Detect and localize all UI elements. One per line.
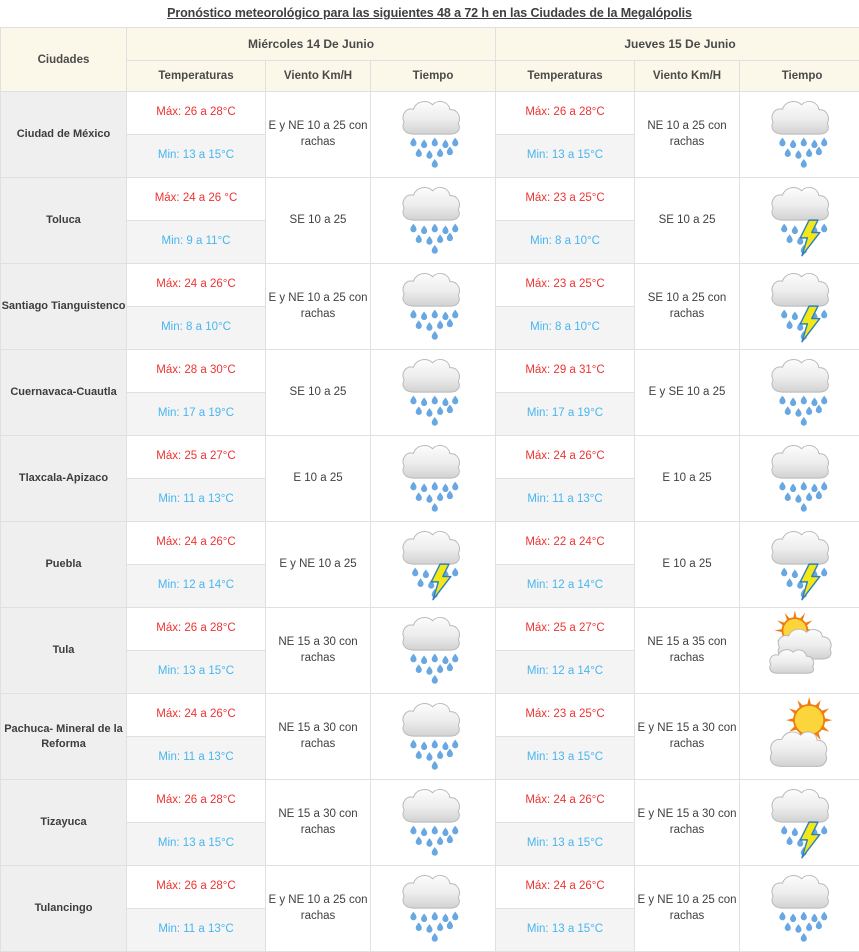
- thunderstorm-icon: [761, 783, 843, 863]
- table-row: [1, 178, 859, 221]
- weather-icon-cell-wed: [371, 350, 496, 436]
- weather-icon-wrap: [740, 696, 859, 778]
- weather-icon-cell-wed: [371, 608, 496, 694]
- wind-wed: E y NE 10 a 25: [266, 522, 371, 608]
- min-temp-wed: Min: 9 a 11°C: [127, 221, 266, 264]
- max-temp-wed: Máx: 26 a 28°C: [127, 780, 266, 823]
- weather-icon-wrap: [371, 868, 495, 950]
- weather-icon-cell-thu: [740, 178, 859, 264]
- min-temp-thu: Min: 8 a 10°C: [496, 307, 635, 350]
- table-row: [1, 92, 859, 135]
- city-name-cell: Santiago Tianguistenco: [1, 264, 127, 350]
- weather-icon-cell-thu: [740, 780, 859, 866]
- max-temp-thu: Máx: 26 a 28°C: [496, 92, 635, 135]
- weather-icon-cell-thu: [740, 350, 859, 436]
- table-row: [1, 694, 859, 737]
- min-temp-thu: Min: 13 a 15°C: [496, 909, 635, 952]
- max-temp-thu: Máx: 23 a 25°C: [496, 264, 635, 307]
- weather-icon-cell-thu: [740, 866, 859, 952]
- weather-icon-cell-thu: [740, 92, 859, 178]
- thunderstorm-icon: [761, 525, 843, 605]
- city-name-cell: Tlaxcala-Apizaco: [1, 436, 127, 522]
- wind-wed: E y NE 10 a 25 con rachas: [266, 866, 371, 952]
- max-temp-thu: Máx: 23 a 25°C: [496, 694, 635, 737]
- sun-behind-cloud-icon: [761, 611, 843, 691]
- page-title-bar: [0, 0, 859, 27]
- wind-wed: E y NE 10 a 25 con rachas: [266, 264, 371, 350]
- max-temp-thu: Máx: 24 a 26°C: [496, 436, 635, 479]
- weather-icon-wrap: [371, 610, 495, 692]
- wind-wed: NE 15 a 30 con rachas: [266, 780, 371, 866]
- header-wed-sky: Tiempo: [371, 61, 496, 92]
- rain-cloud-icon: [392, 783, 474, 863]
- weather-icon-wrap: [740, 610, 859, 692]
- forecast-table: [0, 27, 859, 952]
- weather-icon-wrap: [371, 696, 495, 778]
- table-row: [1, 780, 859, 823]
- header-thu-sky: Tiempo: [740, 61, 859, 92]
- wind-wed: NE 15 a 30 con rachas: [266, 694, 371, 780]
- weather-icon-wrap: [371, 782, 495, 864]
- weather-icon-wrap: [740, 782, 859, 864]
- table-row: [1, 350, 859, 393]
- city-name-cell: Ciudad de México: [1, 92, 127, 178]
- max-temp-thu: Máx: 24 a 26°C: [496, 866, 635, 909]
- wind-thu: E y NE 15 a 30 con rachas: [635, 780, 740, 866]
- weather-icon-wrap: [740, 94, 859, 176]
- weather-icon-wrap: [371, 524, 495, 606]
- weather-icon-wrap: [371, 180, 495, 262]
- table-row: [1, 608, 859, 651]
- wind-wed: E y NE 10 a 25 con rachas: [266, 92, 371, 178]
- weather-icon-wrap: [740, 438, 859, 520]
- wind-thu: E y SE 10 a 25: [635, 350, 740, 436]
- min-temp-wed: Min: 17 a 19°C: [127, 393, 266, 436]
- weather-icon-wrap: [740, 524, 859, 606]
- rain-cloud-icon: [761, 439, 843, 519]
- header-day-thursday: Jueves 15 De Junio: [496, 28, 859, 61]
- sun-behind-cloud-icon: [761, 697, 843, 777]
- rain-cloud-icon: [392, 697, 474, 777]
- weather-icon-cell-wed: [371, 178, 496, 264]
- weather-icon-cell-wed: [371, 522, 496, 608]
- max-temp-wed: Máx: 26 a 28°C: [127, 608, 266, 651]
- table-header: [1, 28, 859, 92]
- weather-icon-wrap: [371, 94, 495, 176]
- header-day-wednesday: Miércoles 14 De Junio: [127, 28, 496, 61]
- rain-cloud-icon: [392, 611, 474, 691]
- table-row: [1, 522, 859, 565]
- rain-cloud-icon: [761, 95, 843, 175]
- min-temp-wed: Min: 13 a 15°C: [127, 135, 266, 178]
- rain-cloud-icon: [761, 869, 843, 949]
- min-temp-wed: Min: 11 a 13°C: [127, 479, 266, 522]
- max-temp-wed: Máx: 24 a 26°C: [127, 522, 266, 565]
- header-wed-temperatures: Temperaturas: [127, 61, 266, 92]
- header-cities: Ciudades: [1, 28, 127, 92]
- weather-icon-cell-thu: [740, 608, 859, 694]
- max-temp-thu: Máx: 24 a 26°C: [496, 780, 635, 823]
- min-temp-thu: Min: 13 a 15°C: [496, 135, 635, 178]
- min-temp-thu: Min: 11 a 13°C: [496, 479, 635, 522]
- city-name-cell: Puebla: [1, 522, 127, 608]
- city-name-cell: Tulancingo: [1, 866, 127, 952]
- weather-icon-cell-wed: [371, 866, 496, 952]
- wind-wed: E 10 a 25: [266, 436, 371, 522]
- min-temp-wed: Min: 11 a 13°C: [127, 909, 266, 952]
- max-temp-wed: Máx: 24 a 26 °C: [127, 178, 266, 221]
- rain-cloud-icon: [392, 181, 474, 261]
- weather-icon-cell-thu: [740, 522, 859, 608]
- wind-thu: NE 15 a 35 con rachas: [635, 608, 740, 694]
- table-row: [1, 264, 859, 307]
- wind-wed: SE 10 a 25: [266, 350, 371, 436]
- rain-cloud-icon: [392, 439, 474, 519]
- city-name-cell: Tizayuca: [1, 780, 127, 866]
- min-temp-thu: Min: 8 a 10°C: [496, 221, 635, 264]
- max-temp-wed: Máx: 28 a 30°C: [127, 350, 266, 393]
- table-row: [1, 436, 859, 479]
- header-thu-temperatures: Temperaturas: [496, 61, 635, 92]
- wind-thu: E 10 a 25: [635, 436, 740, 522]
- weather-icon-wrap: [740, 868, 859, 950]
- weather-icon-cell-thu: [740, 436, 859, 522]
- min-temp-thu: Min: 12 a 14°C: [496, 565, 635, 608]
- weather-icon-cell-wed: [371, 436, 496, 522]
- max-temp-thu: Máx: 22 a 24°C: [496, 522, 635, 565]
- wind-thu: SE 10 a 25: [635, 178, 740, 264]
- wind-thu: E y NE 10 a 25 con rachas: [635, 866, 740, 952]
- weather-icon-cell-wed: [371, 92, 496, 178]
- min-temp-wed: Min: 13 a 15°C: [127, 823, 266, 866]
- wind-thu: E 10 a 25: [635, 522, 740, 608]
- min-temp-wed: Min: 12 a 14°C: [127, 565, 266, 608]
- max-temp-wed: Máx: 26 a 28°C: [127, 92, 266, 135]
- wind-thu: NE 10 a 25 con rachas: [635, 92, 740, 178]
- thunderstorm-icon: [392, 525, 474, 605]
- weather-icon-wrap: [740, 180, 859, 262]
- rain-cloud-icon: [392, 95, 474, 175]
- weather-icon-wrap: [371, 438, 495, 520]
- thunderstorm-icon: [761, 181, 843, 261]
- header-wed-wind: Viento Km/H: [266, 61, 371, 92]
- city-name-cell: Pachuca- Mineral de la Reforma: [1, 694, 127, 780]
- header-thu-wind: Viento Km/H: [635, 61, 740, 92]
- page-title: Pronóstico meteorológico para las siguientes 48 a 72 h en las Ciudades de la Megalópolis: [167, 6, 692, 20]
- max-temp-thu: Máx: 29 a 31°C: [496, 350, 635, 393]
- rain-cloud-icon: [392, 869, 474, 949]
- min-temp-thu: Min: 13 a 15°C: [496, 737, 635, 780]
- max-temp-wed: Máx: 24 a 26°C: [127, 694, 266, 737]
- table-body: [1, 92, 859, 952]
- weather-icon-cell-wed: [371, 694, 496, 780]
- city-name-cell: Cuernavaca-Cuautla: [1, 350, 127, 436]
- max-temp-thu: Máx: 23 a 25°C: [496, 178, 635, 221]
- min-temp-wed: Min: 13 a 15°C: [127, 651, 266, 694]
- wind-thu: SE 10 a 25 con rachas: [635, 264, 740, 350]
- weather-icon-cell-thu: [740, 264, 859, 350]
- min-temp-wed: Min: 11 a 13°C: [127, 737, 266, 780]
- max-temp-wed: Máx: 25 a 27°C: [127, 436, 266, 479]
- min-temp-thu: Min: 17 a 19°C: [496, 393, 635, 436]
- weather-icon-wrap: [371, 352, 495, 434]
- weather-icon-cell-thu: [740, 694, 859, 780]
- city-name-cell: Toluca: [1, 178, 127, 264]
- city-name-cell: Tula: [1, 608, 127, 694]
- max-temp-wed: Máx: 26 a 28°C: [127, 866, 266, 909]
- weather-icon-wrap: [371, 266, 495, 348]
- min-temp-wed: Min: 8 a 10°C: [127, 307, 266, 350]
- weather-icon-cell-wed: [371, 780, 496, 866]
- max-temp-wed: Máx: 24 a 26°C: [127, 264, 266, 307]
- weather-icon-wrap: [740, 266, 859, 348]
- min-temp-thu: Min: 12 a 14°C: [496, 651, 635, 694]
- max-temp-thu: Máx: 25 a 27°C: [496, 608, 635, 651]
- table-row: [1, 866, 859, 909]
- rain-cloud-icon: [392, 267, 474, 347]
- wind-wed: SE 10 a 25: [266, 178, 371, 264]
- wind-thu: E y NE 15 a 30 con rachas: [635, 694, 740, 780]
- weather-icon-wrap: [740, 352, 859, 434]
- rain-cloud-icon: [392, 353, 474, 433]
- wind-wed: NE 15 a 30 con rachas: [266, 608, 371, 694]
- weather-icon-cell-wed: [371, 264, 496, 350]
- thunderstorm-icon: [761, 267, 843, 347]
- rain-cloud-icon: [761, 353, 843, 433]
- min-temp-thu: Min: 13 a 15°C: [496, 823, 635, 866]
